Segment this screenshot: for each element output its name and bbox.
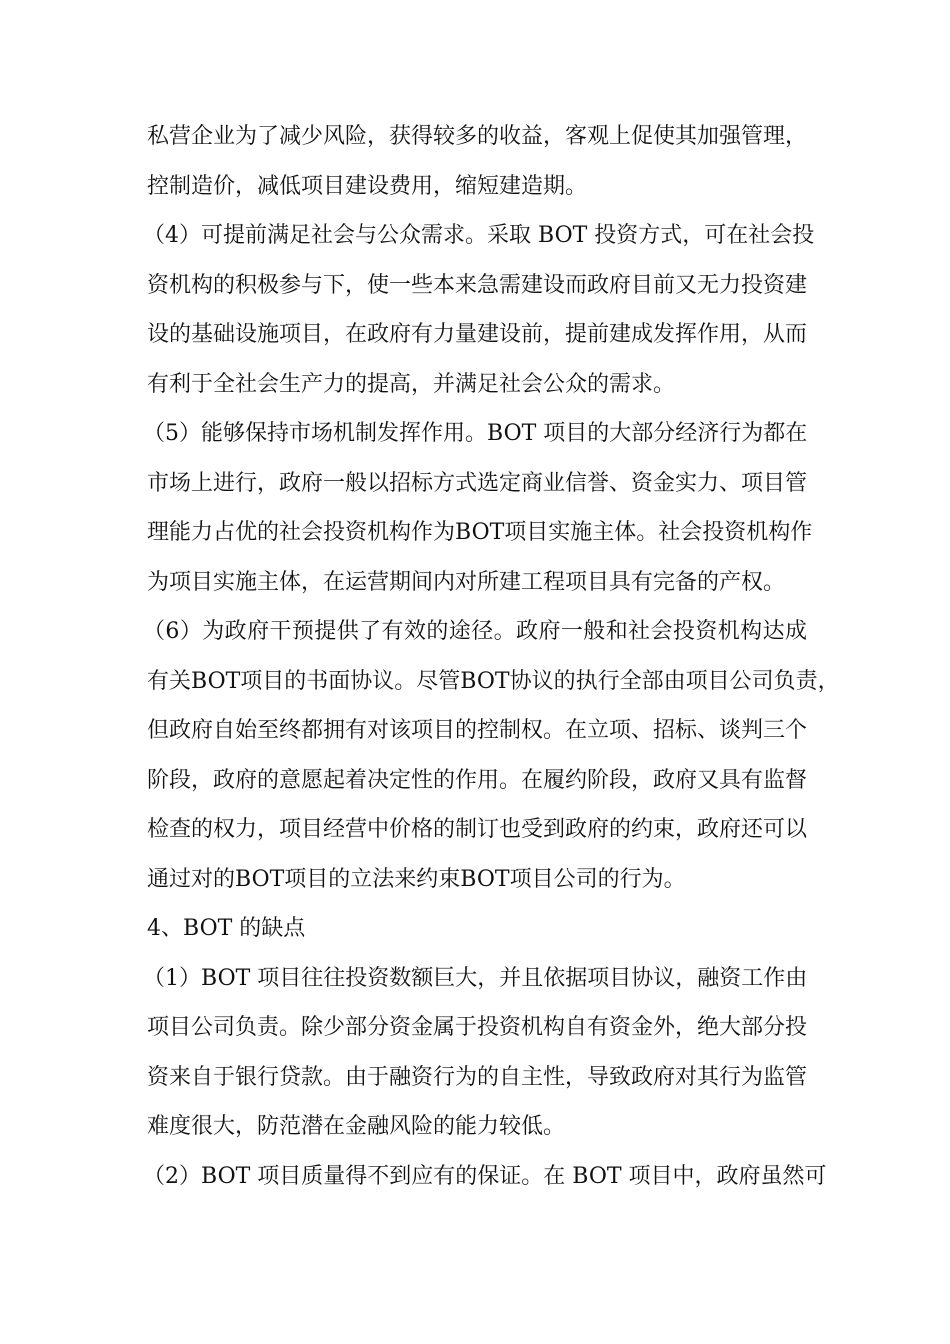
text-line: 为项目实施主体，在运营期间内对所建工程项目具有完备的产权。: [147, 569, 786, 595]
text-line: （6）为政府干预提供了有效的途径。政府一般和社会投资机构达成: [143, 619, 807, 644]
text-line: 4、BOT 的缺点: [147, 916, 306, 941]
text-line: 理能力占优的社会投资机构作为BOT项目实施主体。社会投资机构作: [147, 520, 813, 545]
text-line: 有关BOT项目的书面协议。尽管BOT协议的执行全部由项目公司负责，: [147, 668, 840, 694]
text-line: 难度很大，防范潜在金融风险的能力较低。: [147, 1114, 566, 1139]
text-line: 阶段，政府的意愿起着决定性的作用。在履约阶段，政府又具有监督: [147, 767, 808, 793]
text-line: 市场上进行，政府一般以招标方式选定商业信誉、资金实力、项目管: [147, 470, 808, 496]
text-line: 控制造价，减低项目建设费用，缩短建造期。: [147, 173, 588, 199]
text-line: 检查的权力，项目经营中价格的制订也受到政府的约束，政府还可以: [147, 817, 808, 842]
text-line: 通过对的BOT项目的立法来约束BOT项目公司的行为。: [147, 866, 686, 892]
text-line: （4）可提前满足社会与公众需求。采取 BOT 投资方式，可在社会投: [143, 223, 815, 248]
document-body: [143, 112, 840, 1201]
text-line: 有利于全社会生产力的提高，并满足社会公众的需求。: [147, 371, 676, 397]
text-line: （5）能够保持市场机制发挥作用。BOT 项目的大部分经济行为都在: [143, 421, 808, 446]
text-line: 项目公司负责。除少部分资金属于投资机构自有资金外，绝大部分投: [147, 1015, 808, 1040]
text-line: 但政府自始至终都拥有对该项目的控制权。在立项、招标、谈判三个: [147, 718, 808, 743]
text-line: 设的基础设施项目，在政府有力量建设前，提前建成发挥作用，从而: [147, 322, 808, 347]
text-line: 资机构的积极参与下，使一些本来急需建设而政府目前又无力投资建: [147, 272, 808, 298]
text-line: （1）BOT 项目往往投资数额巨大，并且依据项目协议，融资工作由: [143, 965, 808, 991]
text-line: 资来自于银行贷款。由于融资行为的自主性，导致政府对其行为监管: [147, 1064, 808, 1090]
text-line: 私营企业为了减少风险，获得较多的收益，客观上促使其加强管理，: [147, 124, 808, 149]
text-line: （2）BOT 项目质量得不到应有的保证。在 BOT 项目中，政府虽然可: [143, 1163, 827, 1189]
